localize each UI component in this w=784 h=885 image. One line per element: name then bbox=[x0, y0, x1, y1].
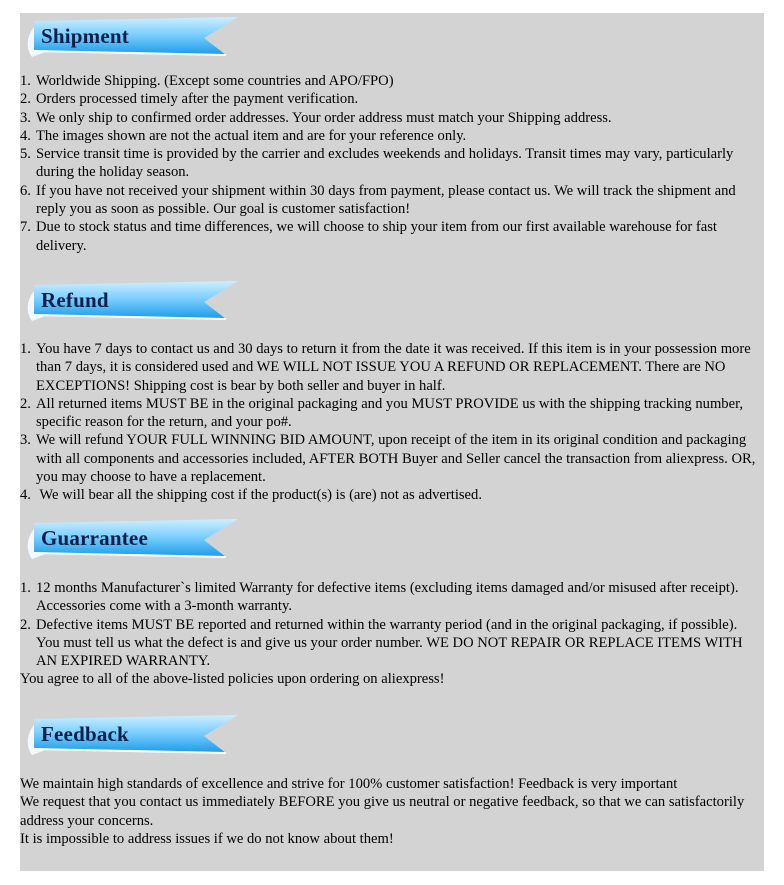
list-item-text: Worldwide Shipping. (Except some countries and APO/FPO) bbox=[36, 73, 394, 89]
refund-list bbox=[20, 340, 764, 505]
feedback-title: Feedback bbox=[41, 722, 129, 746]
list-item-text: We will refund YOUR FULL WINNING BID AMOUNT, upon receipt of the item in its original condition and packaging with all components and accessories included, AFTER BOTH Buyer and Seller cancel the transaction from aliexpress. OR, you may choose to have a replacement. bbox=[36, 432, 756, 486]
policy-agreement-note: You agree to all of the above-listed policies upon ordering on aliexpress! bbox=[20, 671, 445, 688]
section-shipment bbox=[20, 13, 764, 254]
section-feedback bbox=[20, 711, 764, 847]
list-item-text: Defective items MUST BE reported and returned within the warranty period (and in the original packaging, if possible). You must tell us what the defect is and give us your order number. WE DO NOT REPAIR OR REPLACE ITEMS WITH AN EXPIRED WARRANTY. bbox=[36, 616, 743, 670]
list-item bbox=[20, 218, 764, 255]
refund-title: Refund bbox=[41, 288, 109, 312]
list-item bbox=[20, 90, 764, 108]
feedback-paragraph: We maintain high standards of excellence and strive for 100% customer satisfaction! Feedback is very important bbox=[20, 776, 678, 792]
list-item bbox=[20, 616, 764, 671]
list-item bbox=[20, 109, 764, 127]
list-item-text: Service transit time is provided by the carrier and excludes weekends and holidays. Transit times may vary, particularly during the holiday season. bbox=[36, 146, 734, 181]
guarrantee-list bbox=[20, 579, 764, 670]
shipment-banner bbox=[20, 13, 764, 61]
list-item-text: 12 months Manufacturer`s limited Warranty for defective items (excluding items damaged and/or misused after receipt). Accessories come with a 3-month warranty. bbox=[36, 580, 739, 615]
list-item bbox=[20, 145, 764, 182]
list-item-number: 7. bbox=[20, 219, 31, 236]
list-item-number: 6. bbox=[20, 182, 31, 199]
list-item bbox=[20, 72, 764, 90]
list-item-text: Due to stock status and time differences, we will choose to ship your item from our first available warehouse for fast delivery. bbox=[36, 219, 717, 254]
list-item bbox=[20, 579, 764, 616]
list-item-number: 3. bbox=[20, 432, 31, 449]
list-item-number: 2. bbox=[20, 395, 31, 412]
list-item bbox=[20, 182, 764, 219]
shipment-title: Shipment bbox=[41, 24, 129, 48]
list-item-text: We will bear all the shipping cost if the product(s) is (are) not as advertised. bbox=[36, 487, 482, 504]
list-item bbox=[20, 340, 764, 395]
shipment-list bbox=[20, 72, 764, 255]
policy-panel bbox=[20, 13, 764, 871]
section-refund bbox=[20, 277, 764, 504]
guarrantee-title: Guarrantee bbox=[41, 526, 148, 550]
section-guarrantee bbox=[20, 515, 764, 688]
list-item-number: 2. bbox=[20, 91, 31, 108]
list-item-number: 3. bbox=[20, 109, 31, 126]
list-item-number: 5. bbox=[20, 146, 31, 163]
list-item-number: 1. bbox=[20, 580, 31, 596]
list-item-number: 2. bbox=[20, 616, 31, 633]
list-item bbox=[20, 431, 764, 486]
list-item-text: All returned items MUST BE in the original packaging and you MUST PROVIDE us with the shipping tracking number, specific reason for the return, and your po#. bbox=[36, 395, 743, 431]
feedback-paragraph: It is impossible to address issues if we do not know about them! bbox=[20, 830, 394, 847]
list-item-text: If you have not received your shipment within 30 days from payment, please contact us. We will track the shipment and reply you as soon as possible. Our goal is customer satisfaction! bbox=[36, 182, 736, 218]
list-item-text: Orders processed timely after the payment verification. bbox=[36, 91, 359, 108]
list-item-number: 1. bbox=[20, 341, 31, 357]
list-item bbox=[20, 127, 764, 145]
list-item-number: 1. bbox=[20, 73, 31, 89]
list-item-number: 4. bbox=[20, 127, 31, 144]
list-item-number: 4. bbox=[20, 487, 31, 504]
list-item bbox=[20, 486, 764, 504]
list-item-text: You have 7 days to contact us and 30 days to return it from the date it was received. If this item is in your possession more than 7 days, it is considered used and WE WILL NOT ISSUE YOU A REFUND OR REPLACEMENT. There are NO EXCEPTIONS! Shipping cost is bear by both seller and buyer in half. bbox=[36, 341, 751, 394]
list-item-text: The images shown are not the actual item and are for your reference only. bbox=[36, 127, 467, 144]
feedback-paragraph: We request that you contact us immediately BEFORE you give us neutral or negative feedback, so that we can satisfactorily address your concerns. bbox=[20, 794, 745, 829]
guarrantee-banner bbox=[20, 515, 764, 563]
list-item bbox=[20, 395, 764, 432]
list-item-text: We only ship to confirmed order addresses. Your order address must match your Shipping address. bbox=[36, 109, 612, 126]
refund-banner bbox=[20, 277, 764, 325]
feedback-banner bbox=[20, 711, 764, 759]
